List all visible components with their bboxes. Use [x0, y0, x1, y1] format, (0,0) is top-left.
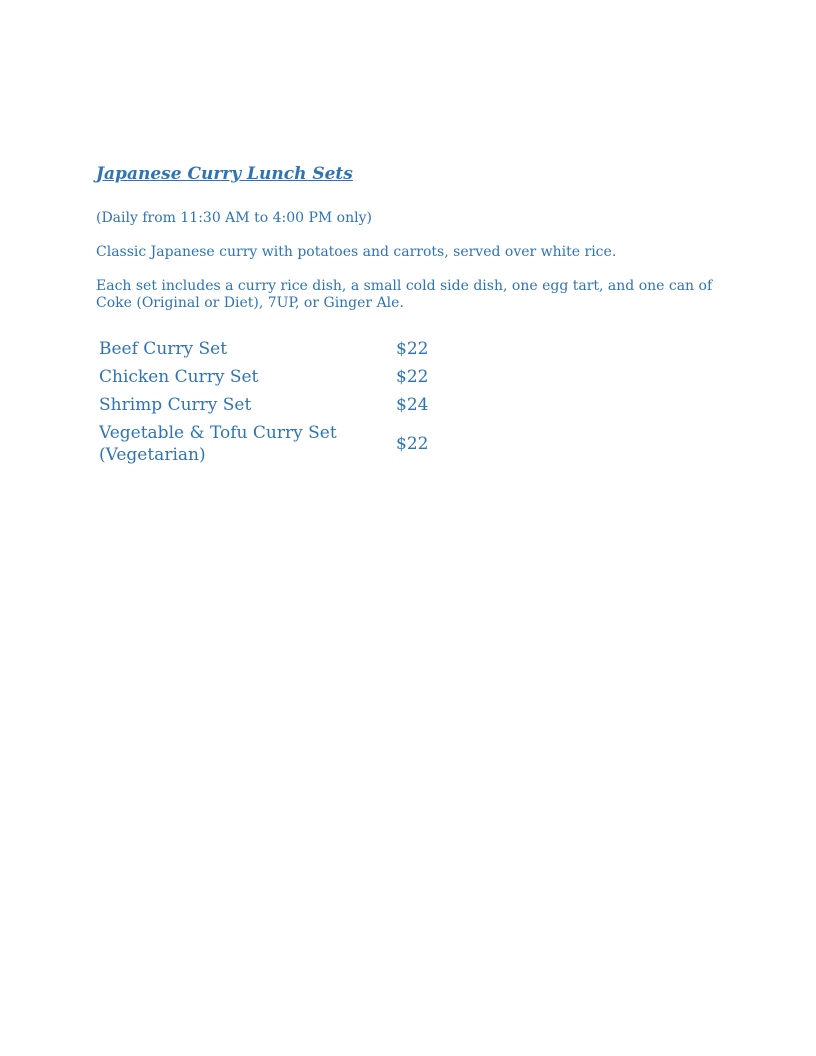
- menu-item-name: Beef Curry Set: [99, 339, 228, 359]
- menu-row: [99, 338, 476, 366]
- menu-item-price: $22: [396, 339, 429, 359]
- menu-row: [99, 366, 476, 394]
- menu-item-name: [99, 422, 396, 472]
- menu-item-name-line1: Vegetable & Tofu Curry Set: [99, 423, 337, 443]
- menu-item-name: Chicken Curry Set: [99, 367, 259, 387]
- menu-item-name-line2: (Vegetarian): [99, 445, 206, 465]
- menu-item-name: Shrimp Curry Set: [99, 395, 252, 415]
- menu-item-price: $22: [396, 434, 429, 454]
- menu-table: [99, 338, 476, 472]
- menu-item-price: $22: [396, 367, 429, 387]
- hours-note: (Daily from 11:30 AM to 4:00 PM only): [96, 210, 372, 226]
- section-title: Japanese Curry Lunch Sets: [96, 164, 353, 184]
- menu-item-price: $24: [396, 395, 429, 415]
- menu-row: [99, 422, 476, 472]
- includes-text: Each set includes a curry rice dish, a small cold side dish, one egg tart, and one can of Coke (Original or Diet), 7UP, or Ginger Ale.: [96, 278, 713, 311]
- menu-section: [96, 162, 736, 472]
- menu-row: [99, 394, 476, 422]
- description-text: Classic Japanese curry with potatoes and carrots, served over white rice.: [96, 244, 617, 260]
